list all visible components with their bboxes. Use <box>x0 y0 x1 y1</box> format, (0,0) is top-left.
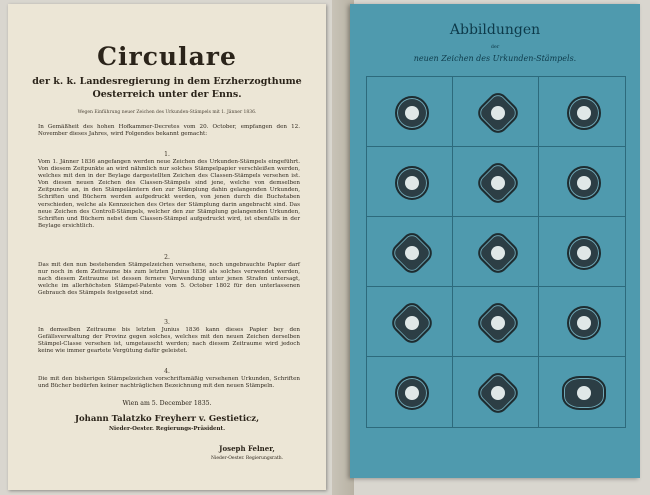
paragraph-3: In demselben Zeitraume bis letzten Junius 1836 kann dieses Papier bey den Gefällsverwaltung der Provinz gegen solches, welches mit den neuen Zeichen derselben Stämpel-Classe versehen ist, umgetauscht werden; nach diesem Zeitraume wird jedoch keine wie immer geartete Vergütung dafür geleistet. <box>38 327 300 355</box>
stamp-seal <box>395 376 429 410</box>
regarding-note: Wegen Einführung neuer Zeichen des Urkunden-Stämpels mit 1. Jänner 1836. <box>77 110 257 115</box>
stamp-seal <box>474 89 522 137</box>
plate-der: der <box>490 44 500 50</box>
intro-paragraph: In Gemäßheit des hohen Hofkammer-Decretes vom 20. October, empfangen den 12. November dieses Jahres, wird Folgendes bekannt gemacht: <box>38 124 300 138</box>
stamp-cell <box>539 77 625 147</box>
stamp-seal <box>474 159 522 207</box>
date-line: Wien am 5. December 1835. <box>122 400 212 407</box>
stamp-cell <box>453 357 539 427</box>
stamp-seal <box>567 236 601 270</box>
subtitle-line-2: Oesterreich unter der Enns. <box>92 89 242 100</box>
stamp-cell <box>367 147 453 217</box>
stamp-seal <box>474 229 522 277</box>
paragraph-1: Vom 1. Jänner 1836 angefangen werden neue Zeichen des Urkunden-Stämpels eingeführt. Von diesem Zeitpunkte an wird nähmlich nur solches Stämpelpapier verschleißen werden, welches mit den in der Beylage dargestellten Zeichen des Classen-Stämpels versehen ist. Von diesen neuen Zeichen des Classen-Stämpels sind jene, welche von demselben Zeitpuncte an, in den Stämpelämtern den zur Stämplung dahin gelangenden Urkunden, Schriften und Büchern werden aufgedruckt werden, von jenen durch die Buchstaben verschieden, welche als Kennzeichen des Ortes der Stämplung darin angebracht sind. Das neue Zeichen des Controll-Stämpels, welcher den zur Stämplung gelangenden Urkunden, Schriften und Büchern nebst dem Classen-Stämpel aufgedruckt wird, ist ebenfalls in der Beylage ersichtlich. <box>38 159 300 229</box>
plate-title: Abbildungen <box>449 22 541 38</box>
subtitle-line-1: der k. k. Landesregierung in dem Erzherzogthume <box>32 76 302 87</box>
stamp-cell <box>367 217 453 287</box>
stamp-seal <box>388 299 436 347</box>
stamp-seal <box>567 306 601 340</box>
plate-subtitle: neuen Zeichen des Urkunden-Stämpels. <box>413 54 577 63</box>
stamp-cell <box>367 77 453 147</box>
second-signer-name: Joseph Felner, <box>219 444 275 453</box>
stamp-seal <box>395 166 429 200</box>
stamp-cell <box>539 287 625 357</box>
stamp-plate-page <box>350 4 640 478</box>
second-signer-role: Nieder-Oester. Regierungsrath. <box>210 456 284 461</box>
section-number-2: 2. <box>164 254 170 261</box>
stamp-seal <box>474 369 522 417</box>
signer-name: Johann Talatzko Freyherr v. Gestieticz, <box>74 414 260 424</box>
stamp-seal <box>562 376 606 410</box>
signer-role: Nieder-Oester. Regierungs-Präsident. <box>109 426 225 432</box>
stamp-cell <box>367 357 453 427</box>
stamp-cell <box>453 77 539 147</box>
section-number-3: 3. <box>164 319 170 326</box>
stamp-cell <box>453 147 539 217</box>
stamp-grid <box>366 76 626 428</box>
paragraph-2: Das mit den nun bestehenden Stämpelzeichen versehene, noch ungebrauchte Papier darf nur noch in dem Zeitraume bis zum letzten Junius 1836 als solches verwendet werden, nach diesem Zeitraume ist dessen fernere Verwendung unter jenen Strafen untersagt, welche im allerhöchsten Stämpel-Patente vom 5. October 1802 für den unterlassenen Gebrauch des Stämpels festgesetzt sind. <box>38 262 300 297</box>
stamp-seal <box>474 299 522 347</box>
stamp-cell <box>367 287 453 357</box>
section-number-1: 1. <box>164 151 170 158</box>
stamp-seal <box>388 229 436 277</box>
section-number-4: 4. <box>164 368 170 375</box>
stamp-cell <box>539 147 625 217</box>
circular-page <box>8 4 326 490</box>
stamp-cell <box>453 287 539 357</box>
stamp-cell <box>453 217 539 287</box>
stamp-cell <box>539 357 625 427</box>
stamp-seal <box>567 166 601 200</box>
stamp-cell <box>539 217 625 287</box>
page-title: Circulare <box>97 42 237 71</box>
paragraph-4: Die mit den bisherigen Stämpelzeichen vorschriftsmäßig versehenen Urkunden, Schriften und Bücher bedürfen keiner nachträglichen Bezeichnung mit den neuen Stämpeln. <box>38 376 300 390</box>
stamp-seal <box>395 96 429 130</box>
stamp-seal <box>567 96 601 130</box>
